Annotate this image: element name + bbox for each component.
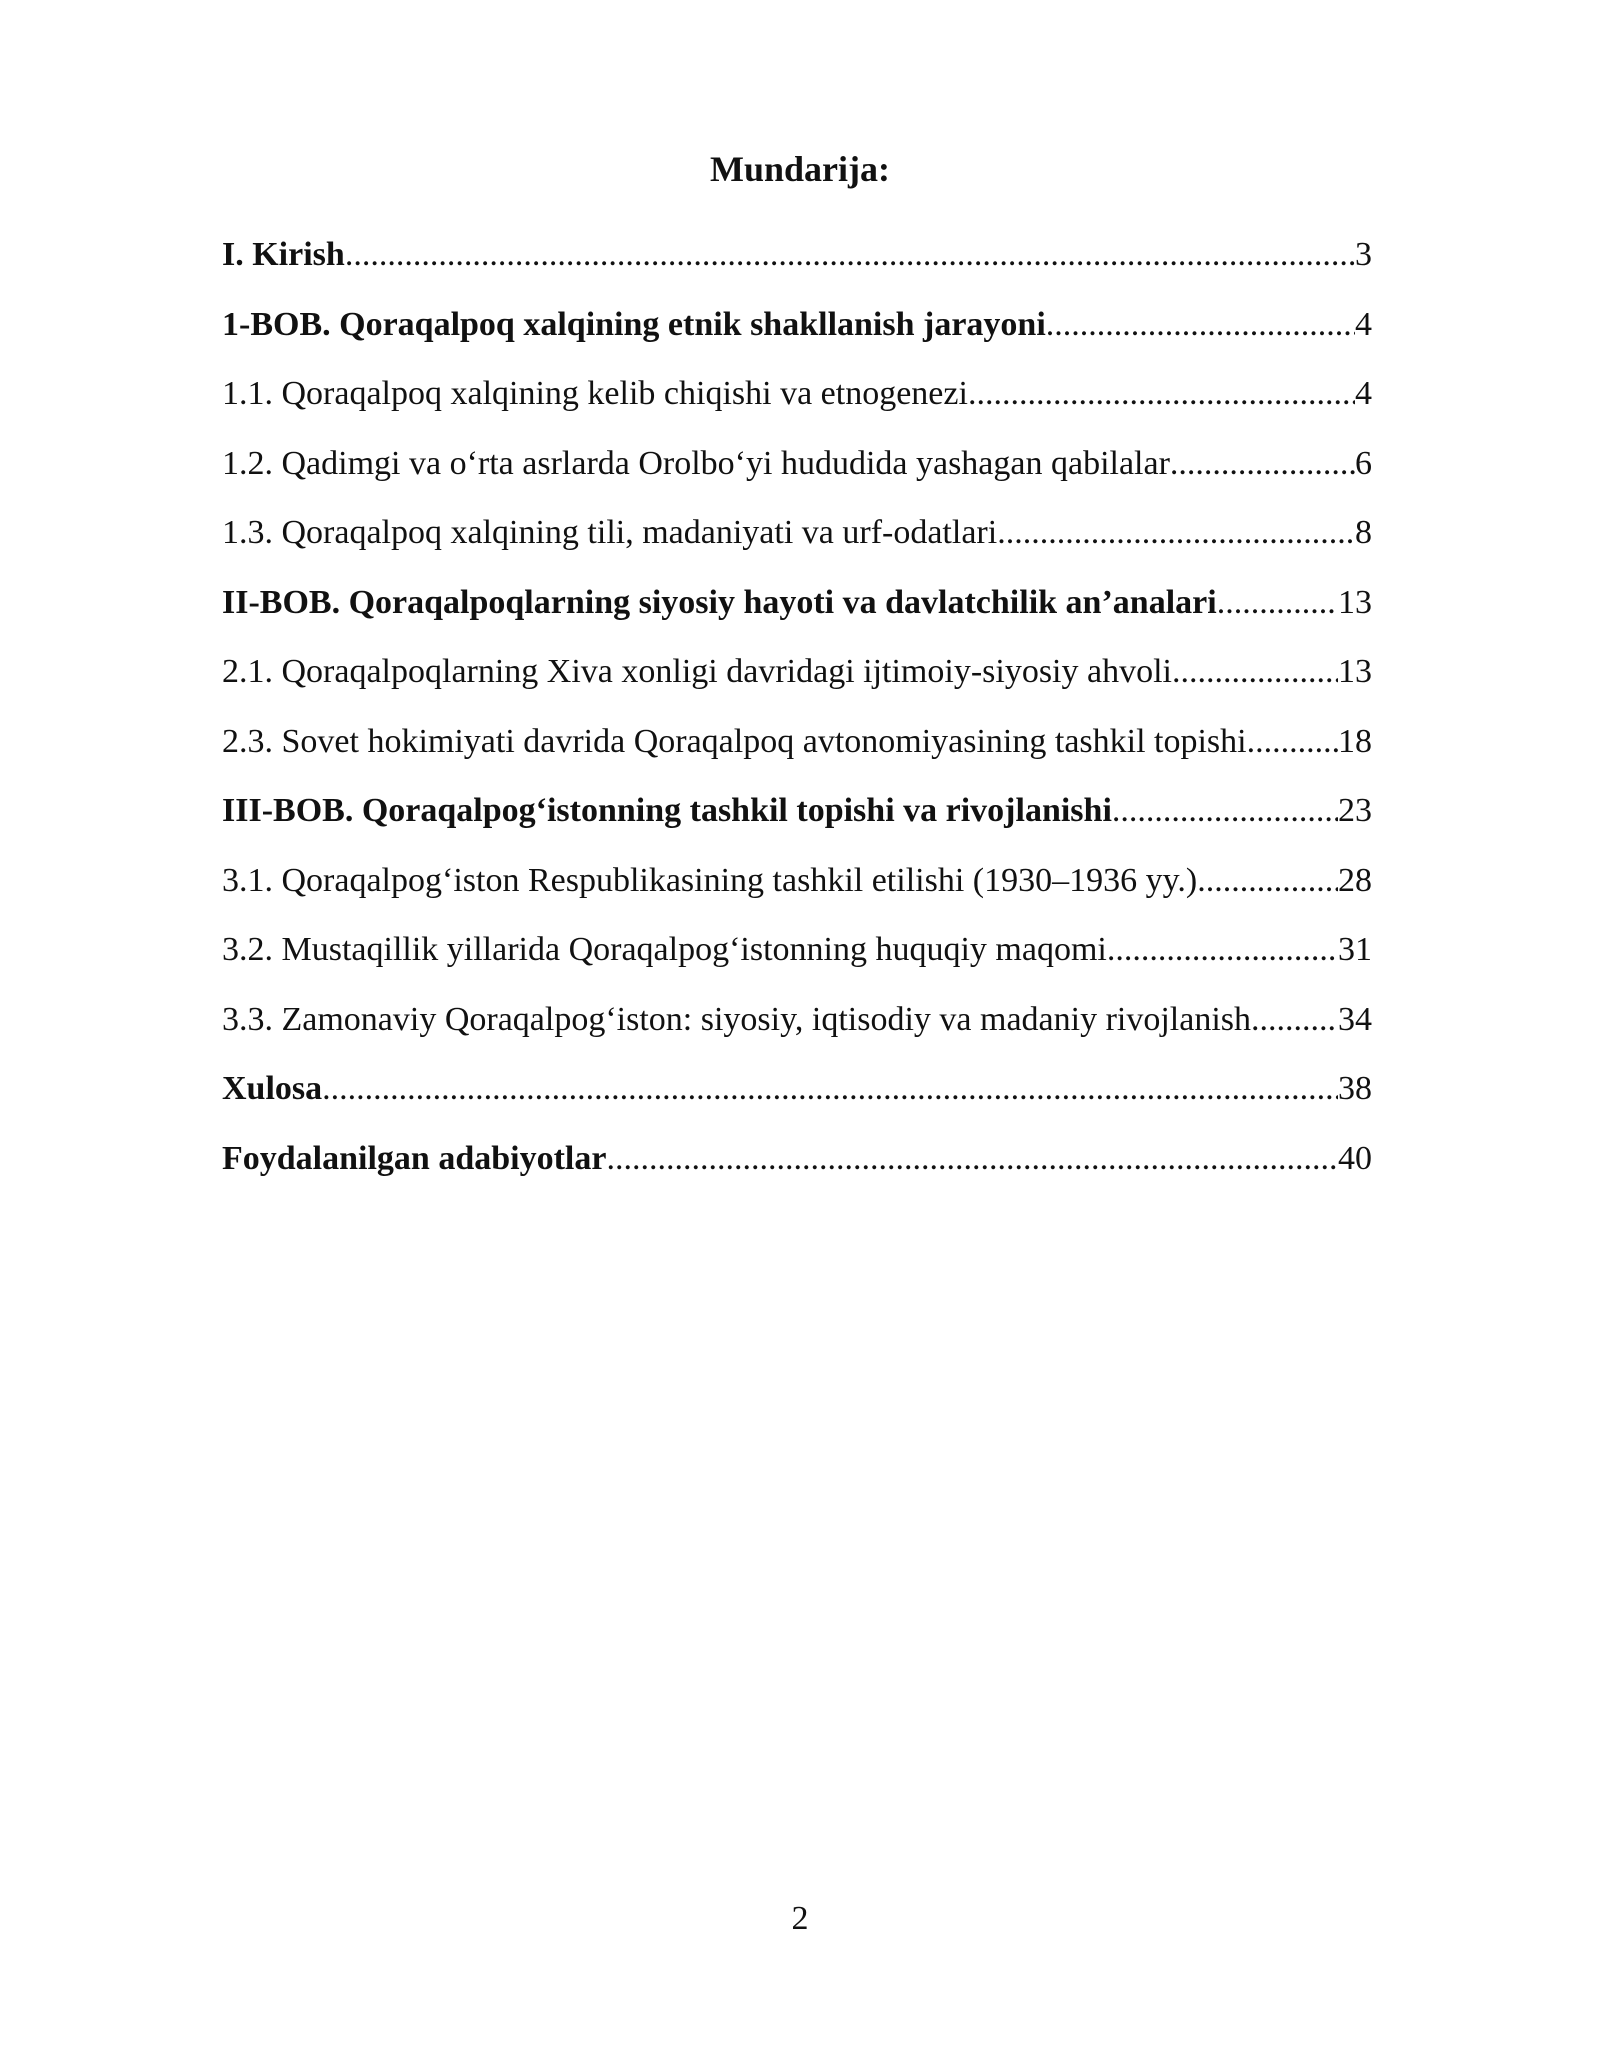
- toc-entry-page: 23: [1338, 792, 1372, 829]
- toc-entry-page: 13: [1338, 653, 1372, 690]
- toc-entry-label: 1.1. Qoraqalpoq xalqining kelib chiqishi va etnogenezi: [222, 375, 968, 412]
- toc-entry-page: 31: [1338, 931, 1372, 968]
- toc-entry-label: 2.1. Qoraqalpoqlarning Xiva xonligi davridagi ijtimoiy-siyosiy ahvoli: [222, 653, 1172, 690]
- toc-entry[interactable]: [222, 301, 1372, 371]
- toc-entry-page: 38: [1338, 1070, 1372, 1107]
- toc-entry[interactable]: [222, 1065, 1372, 1135]
- toc-entry[interactable]: [222, 996, 1372, 1066]
- toc-entry-page: 4: [1355, 375, 1372, 412]
- toc-entry-page: 40: [1338, 1139, 1372, 1177]
- dot-leader: [1172, 648, 1338, 696]
- toc-entry[interactable]: [222, 440, 1372, 510]
- table-of-contents: [222, 231, 1372, 1204]
- dot-leader: [968, 370, 1355, 418]
- toc-entry[interactable]: [222, 579, 1372, 649]
- toc-entry-page: 6: [1355, 444, 1372, 482]
- toc-entry-label: 3.3. Zamonaviy Qoraqalpog‘iston: siyosiy, iqtisodiy va madaniy rivojlanish: [222, 1000, 1251, 1038]
- toc-entry-label: 2.3. Sovet hokimiyati davrida Qoraqalpoq avtonomiyasining tashkil topishi: [222, 722, 1247, 760]
- dot-leader: [997, 509, 1355, 557]
- toc-entry-page: 34: [1338, 1000, 1372, 1038]
- toc-entry-page: 4: [1355, 305, 1372, 343]
- toc-entry-label: Foydalanilgan adabiyotlar: [222, 1139, 607, 1177]
- toc-entry[interactable]: [222, 787, 1372, 857]
- toc-entry[interactable]: [222, 509, 1372, 579]
- dot-leader: [1107, 926, 1338, 974]
- toc-entry[interactable]: [222, 718, 1372, 788]
- toc-entry[interactable]: [222, 370, 1372, 440]
- toc-entry-label: 3.2. Mustaqillik yillarida Qoraqalpog‘istonning huquqiy maqomi: [222, 931, 1107, 968]
- toc-entry-label: Xulosa: [222, 1070, 323, 1107]
- toc-entry-label: 1.2. Qadimgi va o‘rta asrlarda Orolbo‘yi hududida yashagan qabilalar: [222, 444, 1170, 482]
- toc-entry-page: 28: [1338, 861, 1372, 899]
- toc-entry[interactable]: [222, 857, 1372, 927]
- toc-entry[interactable]: [222, 648, 1372, 718]
- dot-leader: [606, 1135, 1338, 1183]
- toc-entry[interactable]: [222, 231, 1372, 301]
- dot-leader: [1170, 440, 1355, 488]
- toc-entry-label: II-BOB. Qoraqalpoqlarning siyosiy hayoti va davlatchilik an’analari: [222, 583, 1217, 621]
- page-number: 2: [791, 1900, 809, 1937]
- toc-entry-label: 1.3. Qoraqalpoq xalqining tili, madaniyati va urf-odatlari: [222, 514, 998, 551]
- dot-leader: [1251, 996, 1338, 1044]
- toc-entry-page: 3: [1355, 236, 1372, 273]
- toc-entry-label: I. Kirish: [222, 236, 345, 273]
- toc-entry-label: 1-BOB. Qoraqalpoq xalqining etnik shakllanish jarayoni: [222, 305, 1046, 343]
- toc-entry-page: 13: [1338, 583, 1372, 621]
- toc-entry[interactable]: [222, 926, 1372, 996]
- toc-entry-label: III-BOB. Qoraqalpog‘istonning tashkil topishi va rivojlanishi: [222, 792, 1112, 829]
- dot-leader: [345, 231, 1355, 279]
- toc-entry-page: 18: [1338, 722, 1372, 760]
- dot-leader: [1217, 579, 1338, 627]
- dot-leader: [1046, 301, 1355, 349]
- dot-leader: [1112, 787, 1338, 835]
- toc-entry[interactable]: [222, 1135, 1372, 1205]
- dot-leader: [1197, 857, 1338, 905]
- dot-leader: [322, 1065, 1338, 1113]
- dot-leader: [1247, 718, 1338, 766]
- toc-entry-label: 3.1. Qoraqalpog‘iston Respublikasining tashkil etilishi (1930–1936 yy.): [222, 861, 1198, 899]
- toc-heading: Mundarija:: [710, 149, 890, 189]
- toc-entry-page: 8: [1355, 514, 1372, 551]
